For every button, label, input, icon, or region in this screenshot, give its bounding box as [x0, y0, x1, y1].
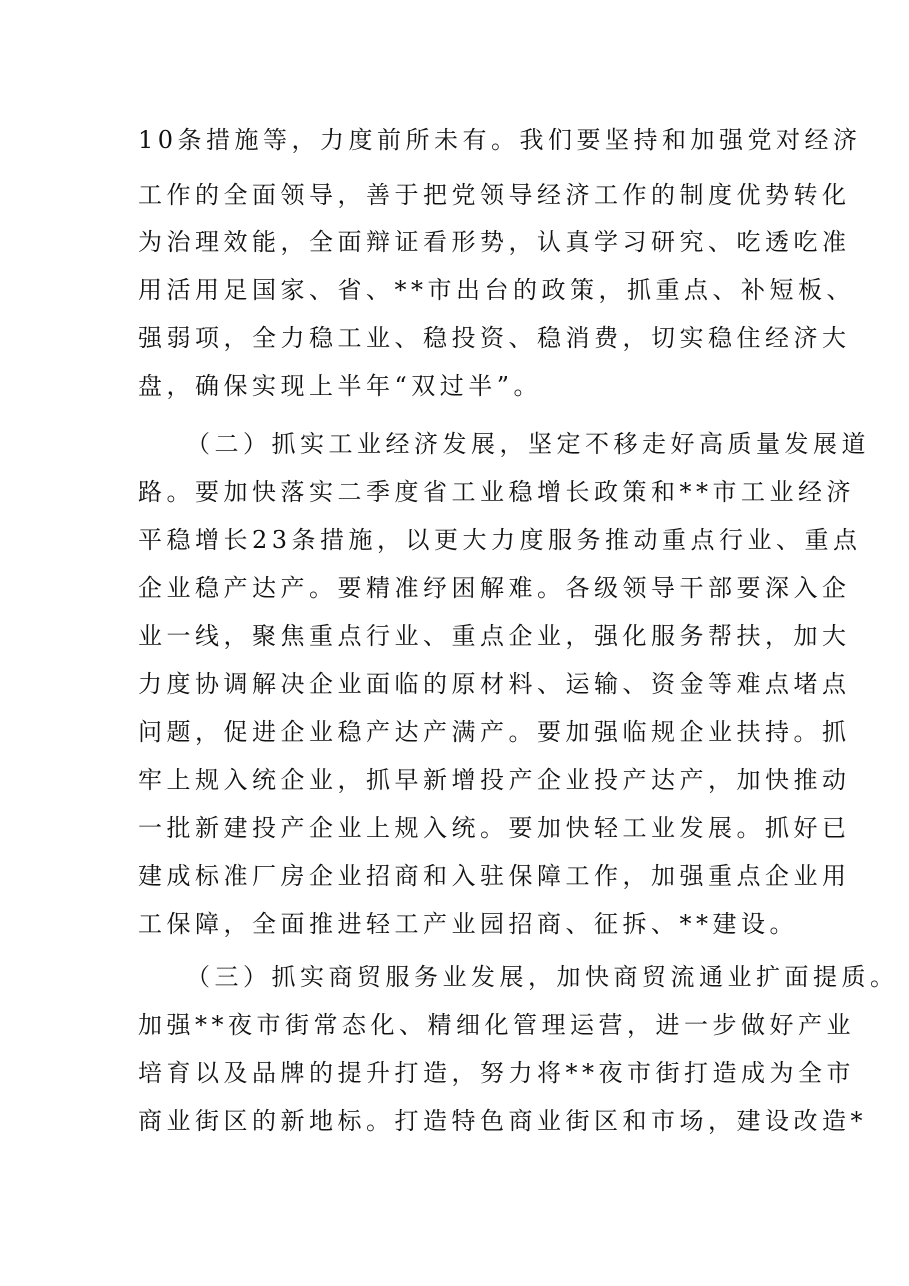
text-line: 商业街区的新地标。打造特色商业街区和市场，建设改造* [138, 1107, 867, 1135]
text-line: 盘，确保实现上半年“双过半”。 [138, 372, 543, 400]
text-line: 路。要加快落实二季度省工业稳增长政策和**市工业经济 [138, 478, 855, 506]
text-line: 强弱项，全力稳工业、稳投资、稳消费，切实稳住经济大 [138, 324, 851, 352]
text-line: 用活用足国家、省、**市出台的政策，抓重点、补短板、 [138, 276, 855, 304]
text-line: 平稳增长23条措施，以更大力度服务推动重点行业、重点 [138, 526, 862, 554]
text-line: 加强**夜市街常态化、精细化管理运营，进一步做好产业 [138, 1011, 855, 1039]
text-line: 一批新建投产企业上规入统。要加快轻工业发展。抓好已 [138, 814, 851, 842]
text-line: 力度协调解决企业面临的原材料、运输、资金等难点堵点 [138, 670, 851, 698]
section-heading-2: （二）抓实工业经济发展，坚定不移走好高质量发展道 [186, 430, 870, 458]
text-line: 牢上规入统企业，抓早新增投产企业投产达产，加快推动 [138, 766, 851, 794]
section-heading-3: （三）抓实商贸服务业发展，加快商贸流通业扩面提质。 [186, 963, 899, 991]
text-line: 建成标准厂房企业招商和入驻保障工作，加强重点企业用 [138, 862, 851, 890]
text-line: 企业稳产达产。要精准纾困解难。各级领导干部要深入企 [138, 574, 851, 602]
text-line: 培育以及品牌的提升打造，努力将**夜市街打造成为全市 [138, 1059, 855, 1087]
text-line: 为治理效能，全面辩证看形势，认真学习研究、吃透吃准 [138, 228, 851, 256]
text-line: 工作的全面领导，善于把党领导经济工作的制度优势转化 [138, 181, 851, 209]
text-line: 10条措施等，力度前所未有。我们要坚持和加强党对经济 [138, 126, 862, 154]
text-line: 工保障，全面推进轻工产业园招商、征拆、**建设。 [138, 910, 798, 938]
text-line: 业一线，聚焦重点行业、重点企业，强化服务帮扶，加大 [138, 622, 851, 650]
text-line: 问题，促进企业稳产达产满产。要加强临规企业扶持。抓 [138, 718, 851, 746]
